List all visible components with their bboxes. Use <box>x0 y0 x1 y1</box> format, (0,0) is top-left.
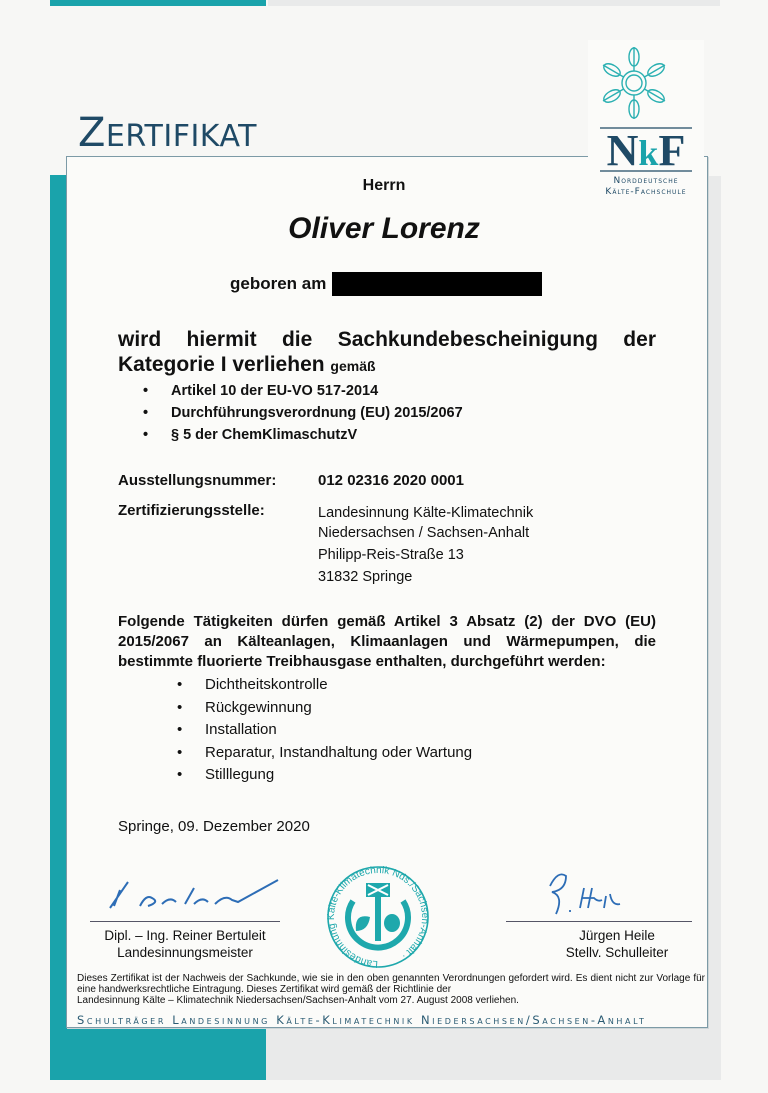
top-grey-bar <box>268 0 720 6</box>
list-item: • Artikel 10 der EU-VO 517-2014 <box>143 380 463 402</box>
list-item: • Dichtheitskontrolle <box>177 674 472 697</box>
issue-number-label: Ausstellungsnummer: <box>118 472 277 489</box>
page-title: ZERTIFIKAT <box>78 110 257 156</box>
signer-right-role: Stellv. Schulleiter <box>565 945 669 960</box>
list-item: • § 5 der ChemKlimaschutzV <box>143 424 463 446</box>
right-grey-bar <box>707 176 721 1080</box>
redacted-birth-date <box>332 272 542 296</box>
issue-number-row <box>118 472 276 489</box>
school-operator-line: Schulträger Landesinnung Kälte-Klimatechnik Niedersachsen/Sachsen-Anhalt <box>77 1013 647 1027</box>
birth-date-row <box>230 272 542 296</box>
logo-line-2: Kälte-Fachschule <box>605 187 687 197</box>
list-item: • Installation <box>177 719 472 742</box>
gemaess-label: gemäß <box>330 358 376 374</box>
signer-left-name: Dipl. – Ing. Reiner Bertuleit <box>104 928 266 943</box>
bottom-teal-bar <box>50 1026 266 1080</box>
signer-right-name: Jürgen Heile <box>579 928 655 943</box>
svg-text:NkF: NkF <box>606 126 686 175</box>
bottom-grey-bar <box>266 1027 720 1080</box>
left-teal-bar <box>50 175 66 1080</box>
intro-text: wird hiermit die Sachkundebescheinigung der Kategorie I verliehen gemäß <box>118 328 656 376</box>
activities-text: Folgende Tätigkeiten dürfen gemäß Artikel 3 Absatz (2) der DVO (EU) 2015/2067 an Kälteanlagen, Klimaanlagen und Wärmepumpen, die bestimmte fluorierte Treibhausgase enthalten, durchgeführt werden: <box>118 613 656 670</box>
recipient-name: Oliver Lorenz <box>288 212 480 245</box>
signature-left <box>90 876 280 961</box>
signer-left-role: Landesinnungsmeister <box>117 945 253 960</box>
guild-seal-icon <box>318 861 438 971</box>
born-label: geboren am <box>230 274 327 293</box>
certification-body-label: Zertifizierungsstelle: <box>118 502 265 519</box>
signature-right <box>506 866 692 961</box>
handwritten-signature-icon <box>506 866 692 916</box>
activities-list <box>177 674 472 787</box>
handwritten-signature-icon <box>90 876 280 916</box>
signature-line <box>506 921 692 922</box>
issue-number-value: 012 02316 2020 0001 <box>318 472 464 489</box>
logo-line-1: Norddeutsche <box>613 176 679 186</box>
list-item: • Durchführungsverordnung (EU) 2015/2067 <box>143 402 463 424</box>
list-item: • Reparatur, Instandhaltung oder Wartung <box>177 742 472 765</box>
fine-print: Dieses Zertifikat ist der Nachweis der Sachkunde, wie sie in den oben genannten Verordnungen gefordert wird. Es dient nicht zur Vorlage für eine handwerksrechtliche Eintragung. Dieses Zertifikat wird gemäß der Richtlinie der Landesinnung Kälte – Klimatechnik Niedersachsen/Sachsen-Anhalt vom 27. August 2008 verliehen. <box>77 973 705 1006</box>
legal-basis-list <box>143 380 463 446</box>
top-teal-bar <box>50 0 266 6</box>
svg-text:Landesinnung Kälte-Klimatechni: Landesinnung Kälte-Klimatechnik Nds./Sachsen-Anhalt · <box>326 864 431 970</box>
date-place: Springe, 09. Dezember 2020 <box>118 818 310 835</box>
list-item: • Rückgewinnung <box>177 697 472 720</box>
list-item: • Stilllegung <box>177 764 472 787</box>
certification-body-address: Landesinnung Kälte-Klimatechnik Niedersachsen / Sachsen-Anhalt Philipp-Reis-Straße 13 31832 Springe <box>318 505 534 585</box>
salutation: Herrn <box>362 177 406 194</box>
signature-line <box>90 921 280 922</box>
